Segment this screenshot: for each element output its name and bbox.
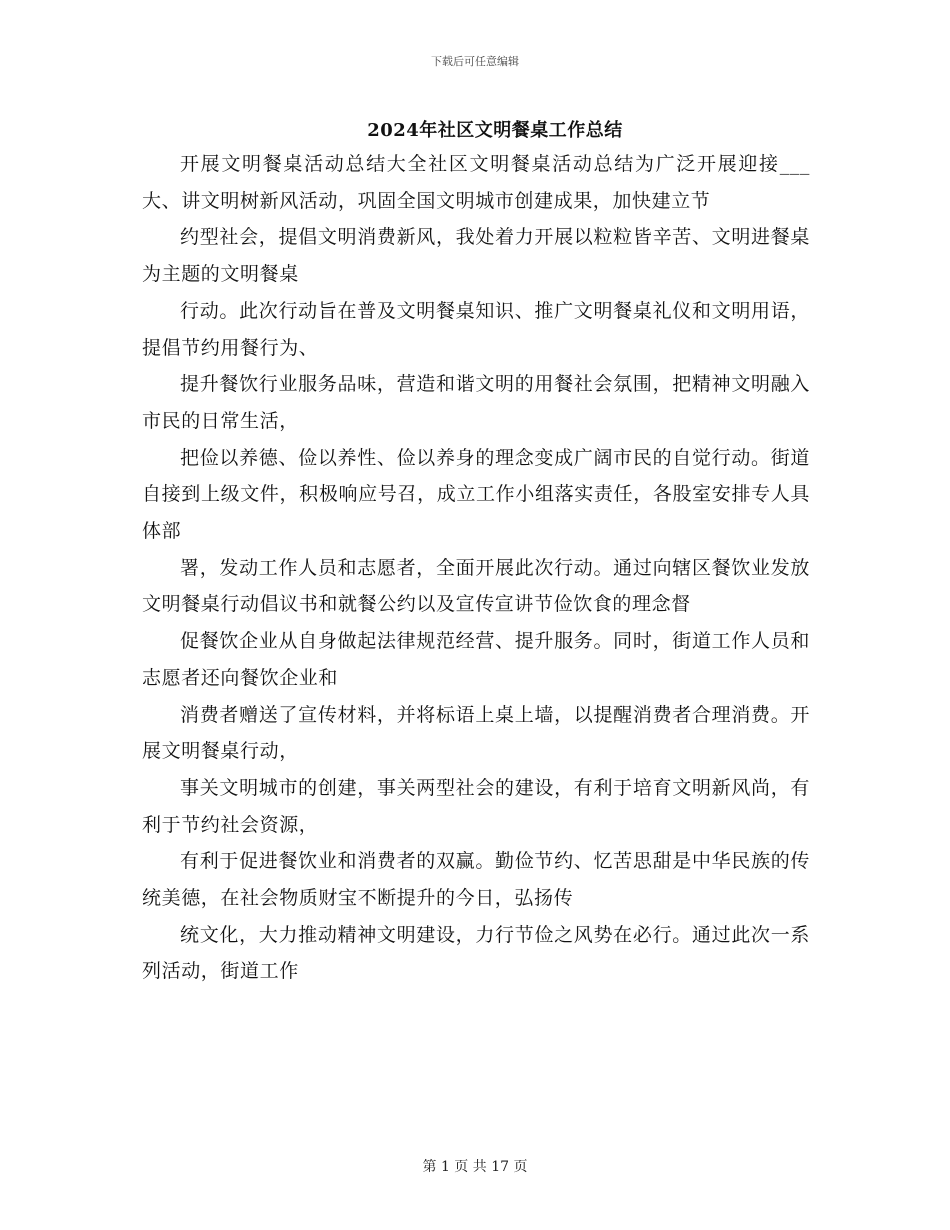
document-body bbox=[142, 146, 810, 990]
document-title: 2024年社区文明餐桌工作总结 bbox=[367, 120, 623, 141]
paragraph: 提升餐饮行业服务品味，营造和谐文明的用餐社会氛围，把精神文明融入市民的日常生活， bbox=[142, 373, 810, 432]
paragraph: 行动。此次行动旨在普及文明餐桌知识、推广文明餐桌礼仪和文明用语，提倡节约用餐行为、 bbox=[142, 299, 810, 359]
paragraph: 统文化，大力推动精神文明建设，力行节俭之风势在必行。通过此次一系列活动，街道工作 bbox=[142, 923, 810, 983]
paragraph: 开展文明餐桌活动总结大全社区文明餐桌活动总结为广泛开展迎接___大、讲文明树新风活动，巩固全国文明城市创建成果，加快建立节 bbox=[142, 153, 810, 212]
paragraph: 署，发动工作人员和志愿者，全面开展此次行动。通过向辖区餐饮业发放文明餐桌行动倡议书和就餐公约以及宣传宣讲节俭饮食的理念督 bbox=[142, 556, 810, 616]
paragraph: 促餐饮企业从自身做起法律规范经营、提升服务。同时，街道工作人员和志愿者还向餐饮企业和 bbox=[142, 630, 810, 689]
paragraph: 有利于促进餐饮业和消费者的双赢。勤俭节约、忆苦思甜是中华民族的传统美德，在社会物质财宝不断提升的今日，弘扬传 bbox=[142, 850, 810, 910]
paragraph: 约型社会，提倡文明消费新风，我处着力开展以粒粒皆辛苦、文明进餐桌为主题的文明餐桌 bbox=[142, 226, 810, 286]
page-number: 第 1 页 共 17 页 bbox=[422, 1159, 528, 1175]
page-header-note: 下载后可任意编辑 bbox=[431, 55, 519, 68]
paragraph: 消费者赠送了宣传材料，并将标语上桌上墙，以提醒消费者合理消费。开展文明餐桌行动， bbox=[142, 703, 810, 763]
paragraph: 把俭以养德、俭以养性、俭以养身的理念变成广阔市民的自觉行动。街道自接到上级文件，积极响应号召，成立工作小组落实责任，各股室安排专人具体部 bbox=[142, 446, 810, 543]
paragraph: 事关文明城市的创建，事关两型社会的建设，有利于培育文明新风尚，有利于节约社会资源， bbox=[142, 776, 810, 836]
